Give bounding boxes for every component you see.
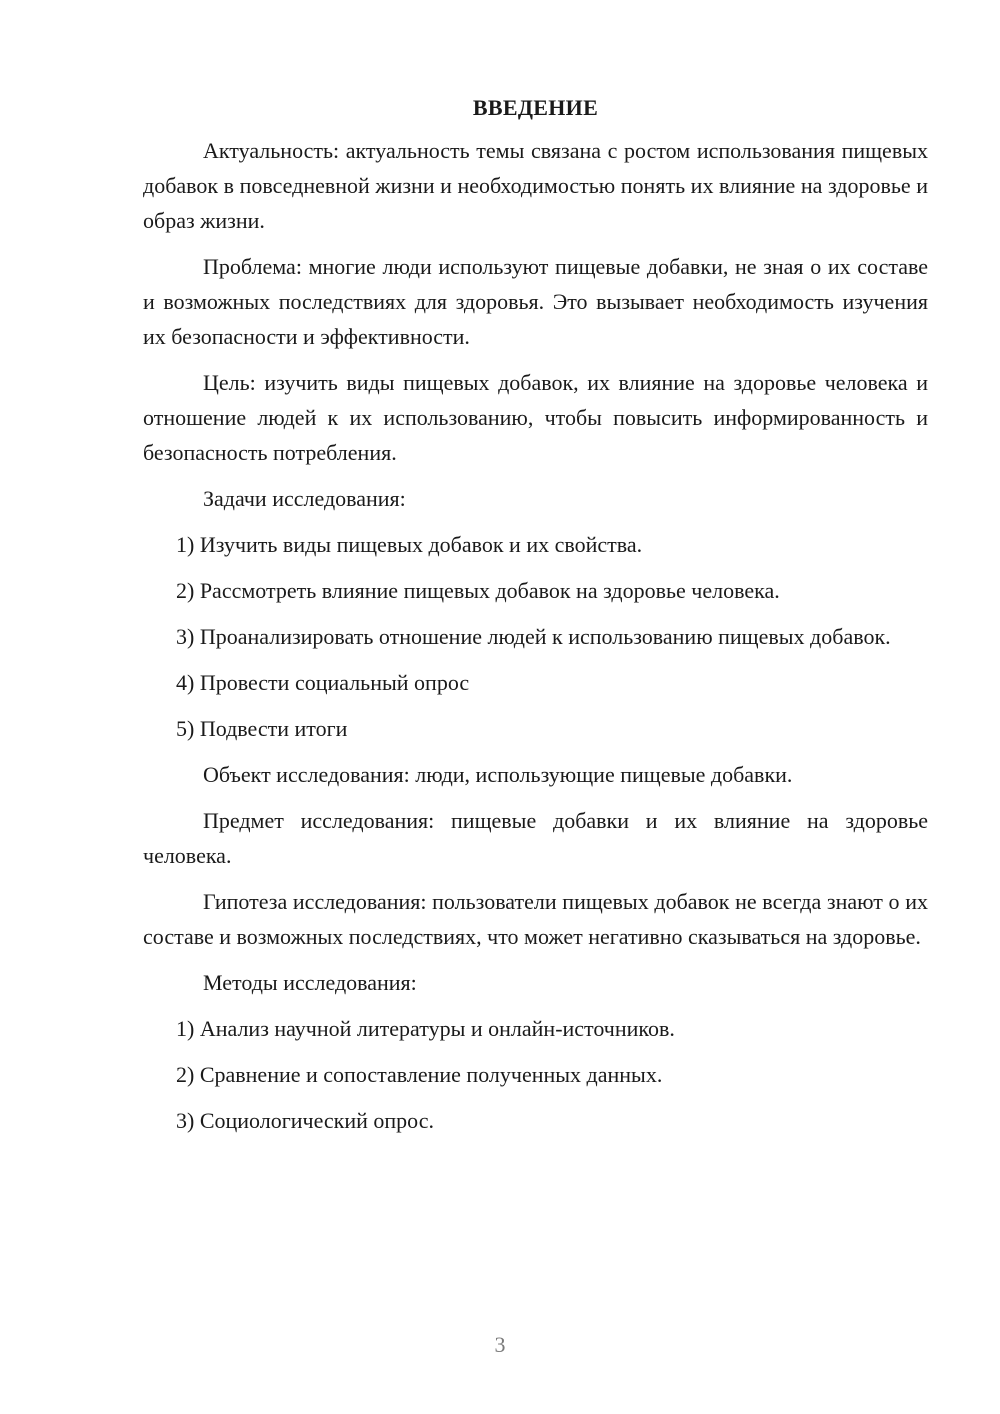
subject-paragraph: Предмет исследования: пищевые добавки и их влияние на здоровье человека. [143, 808, 928, 868]
task-item: 5) Подвести итоги [176, 716, 348, 741]
page-number: 3 [494, 1332, 506, 1357]
goal-paragraph: Цель: изучить виды пищевых добавок, их влияние на здоровье человека и отношение людей к их использованию, чтобы повысить информированность и безопасность потребления. [143, 370, 928, 465]
relevance-paragraph: Актуальность: актуальность темы связана с ростом использования пищевых добавок в повседневной жизни и необходимостью понять их влияние на здоровье и образ жизни. [143, 138, 928, 233]
problem-paragraph: Проблема: многие люди используют пищевые добавки, не зная о их составе и возможных последствиях для здоровья. Это вызывает необходимость изучения их безопасности и эффективности. [143, 254, 928, 349]
tasks-heading: Задачи исследования: [203, 486, 406, 511]
document-page [143, 90, 928, 1149]
method-item: 3) Социологический опрос. [176, 1108, 434, 1133]
task-item: 4) Провести социальный опрос [176, 670, 470, 695]
section-title: ВВЕДЕНИЕ [472, 95, 599, 120]
methods-heading: Методы исследования: [203, 970, 417, 995]
method-item: 2) Сравнение и сопоставление полученных данных. [176, 1062, 663, 1087]
object-paragraph: Объект исследования: люди, использующие пищевые добавки. [203, 762, 793, 787]
task-item: 1) Изучить виды пищевых добавок и их свойства. [176, 532, 643, 557]
hypothesis-paragraph: Гипотеза исследования: пользователи пищевых добавок не всегда знают о их составе и возможных последствиях, что может негативно сказываться на здоровье. [143, 889, 928, 949]
task-item: 3) Проанализировать отношение людей к использованию пищевых добавок. [176, 624, 891, 649]
method-item: 1) Анализ научной литературы и онлайн-источников. [176, 1016, 675, 1041]
task-item: 2) Рассмотреть влияние пищевых добавок на здоровье человека. [176, 578, 780, 603]
